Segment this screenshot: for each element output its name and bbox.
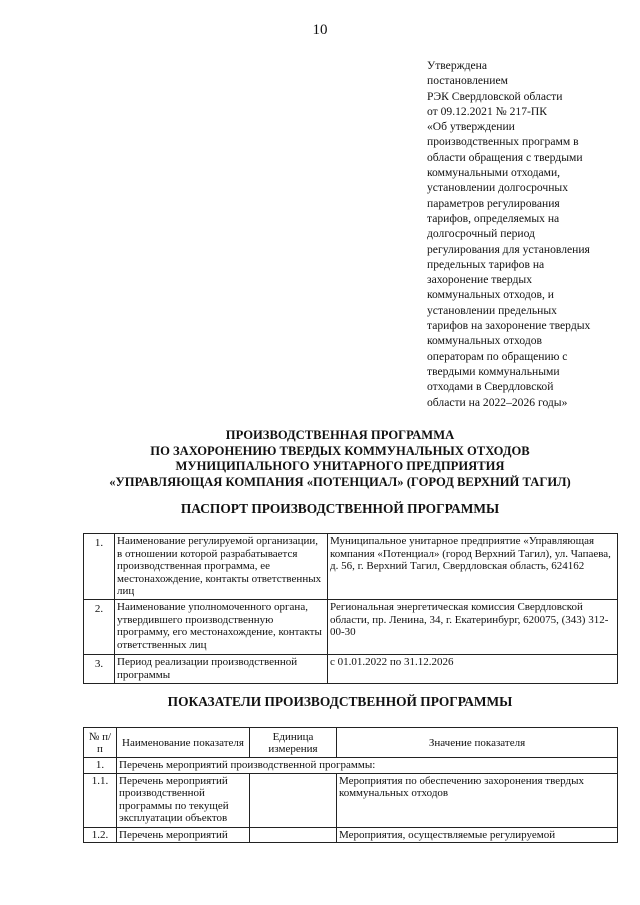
approval-line: параметров регулирования <box>427 196 560 210</box>
table-row <box>84 827 618 843</box>
row-number: 2. <box>84 600 115 655</box>
approval-line: от 09.12.2021 № 217-ПК <box>427 104 547 118</box>
table-row <box>84 758 618 774</box>
row-name: Наименование регулируемой организации, в отношении которой разрабатывается производственная программа, ее местонахождение, контакты ответственных лиц <box>115 534 328 600</box>
approval-line: тарифов, определяемых на <box>427 211 560 225</box>
row-value: с 01.01.2022 по 31.12.2026 <box>328 655 618 684</box>
title-line: ПРОИЗВОДСТВЕННАЯ ПРОГРАММА <box>225 428 455 442</box>
row-name: Перечень мероприятий <box>117 827 250 843</box>
column-header-value: Значение показателя <box>337 728 618 758</box>
row-value: Муниципальное унитарное предприятие «Управляющая компания «Потенциал» (город Верхний Тагил), ул. Чапаева, д. 56, г. Верхний Тагил, Свердловская область, 624162 <box>328 534 618 600</box>
approval-line: регулирования для установления <box>427 242 590 256</box>
approval-line: захоронение твердых <box>427 273 533 287</box>
approval-line: установлении предельных <box>427 303 557 317</box>
column-header-name: Наименование показателя <box>117 728 250 758</box>
approval-line: коммунальными отходами, <box>427 166 561 180</box>
row-number: 1.2. <box>84 827 117 843</box>
approval-line: Утверждена <box>427 59 488 72</box>
approval-block <box>427 58 617 410</box>
column-header-number: № п/п <box>84 728 117 758</box>
table-row <box>84 600 618 655</box>
row-value: Региональная энергетическая комиссия Свердловской области, пр. Ленина, 34, г. Екатеринбург, 620075, (343) 312-00-30 <box>328 600 618 655</box>
page-number: 10 <box>312 22 328 38</box>
approval-line: установлении долгосрочных <box>427 181 569 195</box>
section-title: Перечень мероприятий производственной программы: <box>117 758 618 774</box>
row-name: Период реализации производственной программы <box>115 655 328 684</box>
table-row <box>84 534 618 600</box>
passport-table <box>83 533 618 684</box>
row-unit <box>250 827 337 843</box>
row-number: 1. <box>84 534 115 600</box>
approval-line: предельных тарифов на <box>427 257 545 271</box>
document-title <box>40 428 640 490</box>
title-line: МУНИЦИПАЛЬНОГО УНИТАРНОГО ПРЕДПРИЯТИЯ <box>175 459 505 473</box>
indicators-heading: ПОКАЗАТЕЛИ ПРОИЗВОДСТВЕННОЙ ПРОГРАММЫ <box>167 694 513 709</box>
approval-line: области обращения с твердыми <box>427 150 583 164</box>
approval-line: области на 2022–2026 годы» <box>427 395 568 409</box>
indicators-table <box>83 727 618 843</box>
row-value: Мероприятия, осуществляемые регулируемой <box>337 827 618 843</box>
table-row <box>84 773 618 827</box>
column-header-unit: Единица измерения <box>250 728 337 758</box>
table-row <box>84 655 618 684</box>
approval-line: РЭК Свердловской области <box>427 89 563 103</box>
approval-line: «Об утверждении <box>427 120 515 134</box>
approval-line: долгосрочный период <box>427 227 535 241</box>
row-number: 3. <box>84 655 115 684</box>
approval-line: тарифов на захоронение твердых <box>427 319 591 333</box>
title-line: ПО ЗАХОРОНЕНИЮ ТВЕРДЫХ КОММУНАЛЬНЫХ ОТХОДОВ <box>150 443 530 458</box>
row-unit <box>250 773 337 827</box>
row-value: Мероприятия по обеспечению захоронения твердых коммунальных отходов <box>337 773 618 827</box>
approval-line: твердыми коммунальными <box>427 364 560 378</box>
title-line: «УПРАВЛЯЮЩАЯ КОМПАНИЯ «ПОТЕНЦИАЛ» (ГОРОД ВЕРХНИЙ ТАГИЛ) <box>109 474 571 489</box>
row-number: 1.1. <box>84 773 117 827</box>
row-number: 1. <box>84 758 117 774</box>
approval-line: постановлением <box>427 74 508 88</box>
passport-heading: ПАСПОРТ ПРОИЗВОДСТВЕННОЙ ПРОГРАММЫ <box>180 501 500 516</box>
approval-line: коммунальных отходов <box>427 334 543 348</box>
approval-line: операторам по обращению с <box>427 349 568 363</box>
row-name: Наименование уполномоченного органа, утвердившего производственную программу, его местонахождение, контакты ответственных лиц <box>115 600 328 655</box>
table-header-row <box>84 728 618 758</box>
approval-line: отходами в Свердловской <box>427 380 554 394</box>
approval-line: коммунальных отходов, и <box>427 288 555 302</box>
approval-line: производственных программ в <box>427 135 579 149</box>
row-name: Перечень мероприятий производственной программы по текущей эксплуатации объектов <box>117 773 250 827</box>
